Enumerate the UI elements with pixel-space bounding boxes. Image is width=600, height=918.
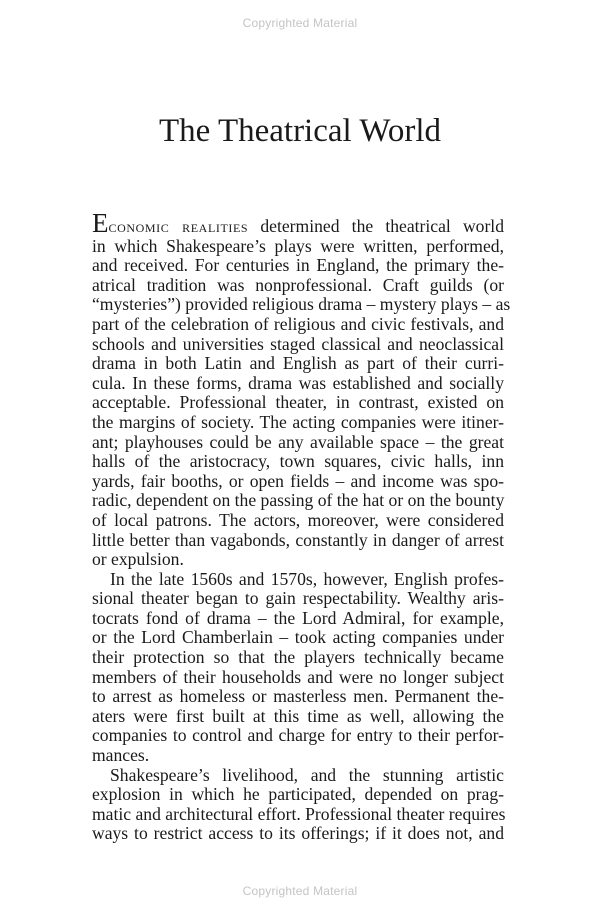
text-line: of local patrons. The actors, moreover, were considered: [92, 509, 504, 530]
text-line: “mysteries”) provided religious drama – mystery plays – as: [92, 294, 511, 315]
text-line: their protection so that the players technically became: [92, 647, 504, 668]
text-line: yards, fair booths, or open fields – and income was spo-: [92, 470, 504, 491]
text-line: cula. In these forms, drama was established and socially: [92, 372, 504, 393]
small-caps-lead: conomic realities: [108, 216, 249, 236]
text-line: in which Shakespeare’s plays were written, performed,: [92, 235, 504, 256]
text-line: aters were first built at this time as well, allowing the: [92, 705, 504, 726]
body-text: [92, 208, 511, 844]
text-line: and received. For centuries in England, the primary the-: [92, 255, 504, 276]
drop-cap: E: [92, 208, 109, 238]
text-line: or expulsion.: [92, 549, 184, 570]
watermark-bottom: Copyrighted Material: [242, 884, 358, 898]
text-line: drama in both Latin and English as part of their curri-: [92, 353, 504, 374]
text-line: ant; playhouses could be any available space – the great: [92, 431, 504, 452]
text-line: companies to control and charge for entry to their perfor-: [92, 725, 504, 746]
text-line: atrical tradition was nonprofessional. Craft guilds (or: [92, 274, 504, 295]
text-line: matic and architectural effort. Professional theater requires: [92, 803, 506, 824]
text-line: sional theater began to gain respectability. Wealthy aris-: [92, 588, 504, 609]
text-line: to arrest as homeless or masterless men. Permanent the-: [92, 686, 504, 707]
text-line: In the late 1560s and 1570s, however, English profes-: [110, 568, 504, 589]
paragraph-1: [92, 208, 511, 570]
text-line: mances.: [92, 745, 150, 766]
text-line: or the Lord Chamberlain – took acting companies under: [92, 627, 504, 648]
text-line: explosion in which he participated, depended on prag-: [92, 784, 504, 805]
text-line: part of the celebration of religious and civic festivals, and: [92, 313, 504, 334]
paragraph-2: [92, 570, 504, 766]
opening-line-rest: determined the theatrical world: [248, 216, 504, 236]
text-line: the margins of society. The acting companies were itiner-: [92, 411, 504, 432]
opening-line: [92, 208, 504, 238]
text-line: tocrats fond of drama – the Lord Admiral, for example,: [92, 607, 504, 628]
text-line: halls of the aristocracy, town squares, civic halls, inn: [92, 451, 504, 472]
text-line: schools and universities staged classical and neoclassical: [92, 333, 504, 354]
text-line: acceptable. Professional theater, in contrast, existed on: [92, 392, 504, 413]
text-line: Shakespeare’s livelihood, and the stunning artistic: [110, 764, 504, 785]
text-line: ways to restrict access to its offerings; if it does not, and: [92, 823, 504, 844]
paragraph-3: [92, 766, 504, 844]
watermark-top: Copyrighted Material: [242, 16, 358, 30]
text-line: members of their households and were no longer subject: [92, 666, 504, 687]
text-line: little better than vagabonds, constantly in danger of arrest: [92, 529, 504, 550]
text-line: radic, dependent on the passing of the hat or on the bounty: [92, 490, 505, 511]
chapter-title: The Theatrical World: [158, 113, 441, 149]
